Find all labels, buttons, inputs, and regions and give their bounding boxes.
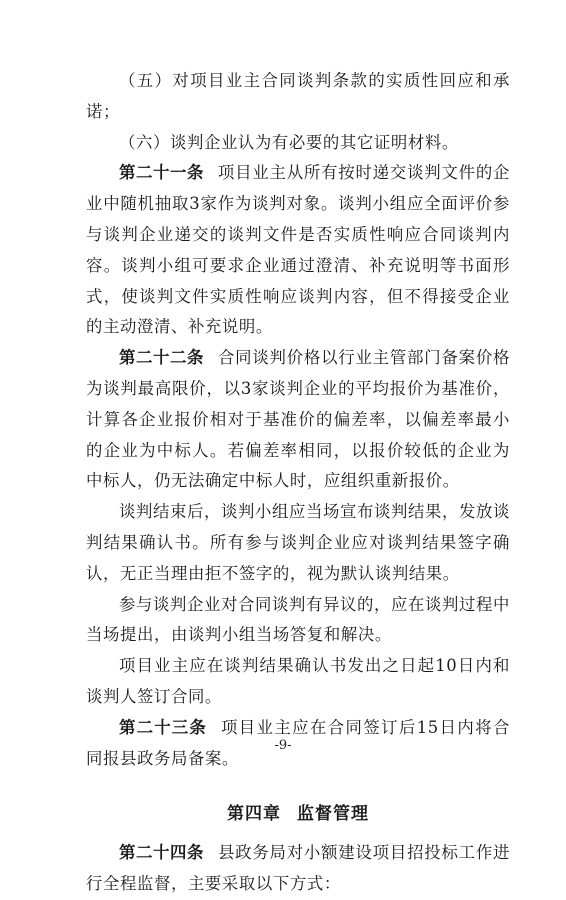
paragraph-contract-signing-text: 项目业主应在谈判结果确认书发出之日起10日内和谈判人签订合同。 [86, 656, 510, 706]
article-23-number: 第二十三条 [119, 717, 207, 737]
list-item-six [86, 128, 510, 159]
paragraph-objection-text: 参与谈判企业对合同谈判有异议的，应在谈判过程中当场提出，由谈判小组当场答复和解决。 [86, 594, 510, 645]
article-23-text: 项目业主应在合同签订后15日内将合同报县政务局备案。 [86, 717, 510, 768]
article-22-number: 第二十二条 [119, 348, 204, 368]
article-22 [86, 343, 510, 497]
article-24-number: 第二十四条 [119, 843, 204, 863]
article-21-text: 项目业主从所有按时递交谈判文件的企业中随机抽取3家作为谈判对象。谈判小组应全面评价参与谈判企业递交的谈判文件是否实质性响应合同谈判内容。谈判小组可要求企业通过澄清、补充说明等书面形式，使谈判文件实质性响应谈判内容，但不得接受企业的主动澄清、补充说明。 [86, 163, 511, 337]
article-22-text: 合同谈判价格以行业主管部门备案价格为谈判最高限价，以3家谈判企业的平均报价为基准价，计算各企业报价相对于基准价的偏差率，以偏差率最小的企业为中标人。若偏差率相同，以报价较低的企业为中标人，仍无法确定中标人时，应组织重新报价。 [86, 348, 511, 491]
paragraph-result-announcement-text: 谈判结束后，谈判小组应当场宣布谈判结果，发放谈判结果确认书。所有参与谈判企业应对谈判结果签字确认，无正当理由拒不签字的，视为默认谈判结果。 [86, 502, 510, 583]
chapter-number: 第四章 [227, 804, 281, 825]
article-24-text: 县政务局对小额建设项目招投标工作进行全程监督，主要采取以下方式： [86, 843, 511, 894]
paragraph-objection [86, 590, 510, 652]
list-item-six-text: （六）谈判企业认为有必要的其它证明材料。 [119, 132, 459, 152]
list-item-five [86, 66, 510, 128]
page-number: -9- [274, 738, 292, 753]
paragraph-contract-signing [86, 651, 510, 713]
article-24 [86, 838, 510, 900]
document-body [86, 66, 510, 900]
list-item-five-text: （五）对项目业主合同谈判条款的实质性回应和承诺； [86, 71, 510, 121]
chapter-title: 监督管理 [297, 804, 369, 825]
article-21 [86, 158, 510, 343]
chapter-heading [86, 798, 510, 830]
article-21-number: 第二十一条 [119, 163, 204, 183]
paragraph-result-announcement [86, 497, 510, 589]
